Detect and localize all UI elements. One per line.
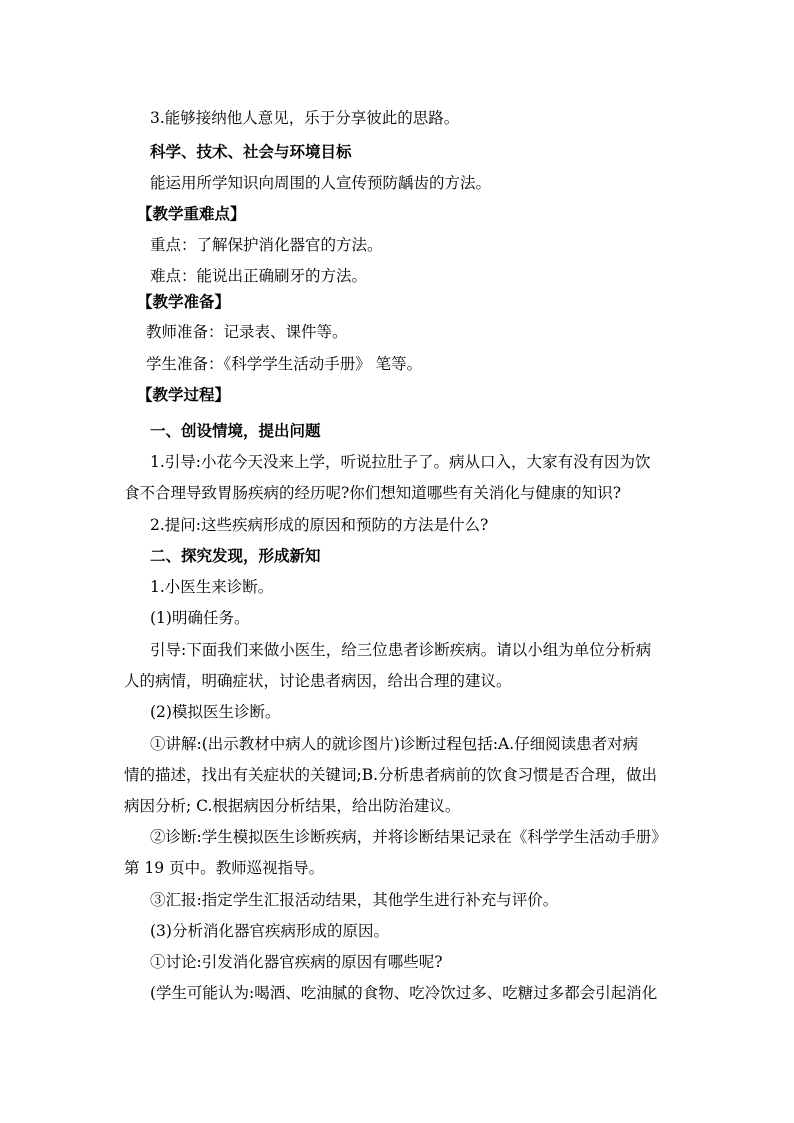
paragraph-line: (3)分析消化器官疾病形成的原因。 [150, 922, 389, 940]
paragraph-line: 引导:下面我们来做小医生，给三位患者诊断疾病。请以小组为单位分析病 [150, 641, 652, 659]
paragraph-line: ①讲解:(出示教材中病人的就诊图片)诊断过程包括:A.仔细阅读患者对病 [150, 735, 639, 753]
student-preparation: 学生准备：《科学学生活动手册》 笔等。 [146, 355, 423, 373]
goal-item-3: 3.能够接纳他人意见，乐于分享彼此的思路。 [150, 109, 460, 127]
paragraph-line: 人的病情，明确症状，讨论患者病因，给出合理的建议。 [124, 672, 512, 690]
step-heading-2: 二、探究发现，形成新知 [150, 547, 321, 565]
section-heading-process: 【教学过程】 [137, 386, 231, 404]
paragraph-line: 情的描述，找出有关症状的关键词;B.分析患者病前的饮食习惯是否合理，做出 [124, 766, 658, 784]
paragraph-line: 病因分析; C.根据病因分析结果，给出防治建议。 [124, 797, 461, 815]
key-point-text: 重点：了解保护消化器官的方法。 [150, 236, 383, 254]
paragraph-line: 2.提问:这些疾病形成的原因和预防的方法是什么? [150, 516, 489, 534]
section-heading-preparation: 【教学准备】 [137, 293, 231, 311]
teacher-preparation: 教师准备：记录表、课件等。 [146, 323, 348, 341]
paragraph-line: ①讨论:引发消化器官疾病的原因有哪些呢? [150, 953, 443, 971]
paragraph-line: 第 19 页中。教师巡视指导。 [124, 859, 325, 877]
paragraph-line: 1.小医生来诊断。 [150, 578, 274, 596]
section-heading-key-points: 【教学重难点】 [137, 205, 246, 223]
paragraph-line: (学生可能认为:喝酒、吃油腻的食物、吃冷饮过多、吃糖过多都会引起消化 [150, 984, 658, 1002]
paragraph-line: (2)模拟医生诊断。 [150, 703, 281, 721]
step-heading-1: 一、创设情境，提出问题 [150, 422, 321, 440]
sts-goal-text: 能运用所学知识向周围的人宣传预防龋齿的方法。 [150, 174, 492, 192]
difficult-point-text: 难点：能说出正确刷牙的方法。 [150, 267, 368, 285]
paragraph-line: ②诊断:学生模拟医生诊断疾病，并将诊断结果记录在《科学学生活动手册》 [150, 828, 667, 846]
section-heading-sts-goal: 科学、技术、社会与环境目标 [150, 143, 352, 161]
paragraph-line: 1.引导:小花今天没来上学，听说拉肚子了。病从口入，大家有没有因为饮 [150, 453, 651, 471]
paragraph-line: (1)明确任务。 [150, 609, 250, 627]
paragraph-line: 食不合理导致胃肠疾病的经历呢?你们想知道哪些有关消化与健康的知识? [124, 484, 622, 502]
paragraph-line: ③汇报:指定学生汇报活动结果，其他学生进行补充与评价。 [150, 891, 559, 909]
